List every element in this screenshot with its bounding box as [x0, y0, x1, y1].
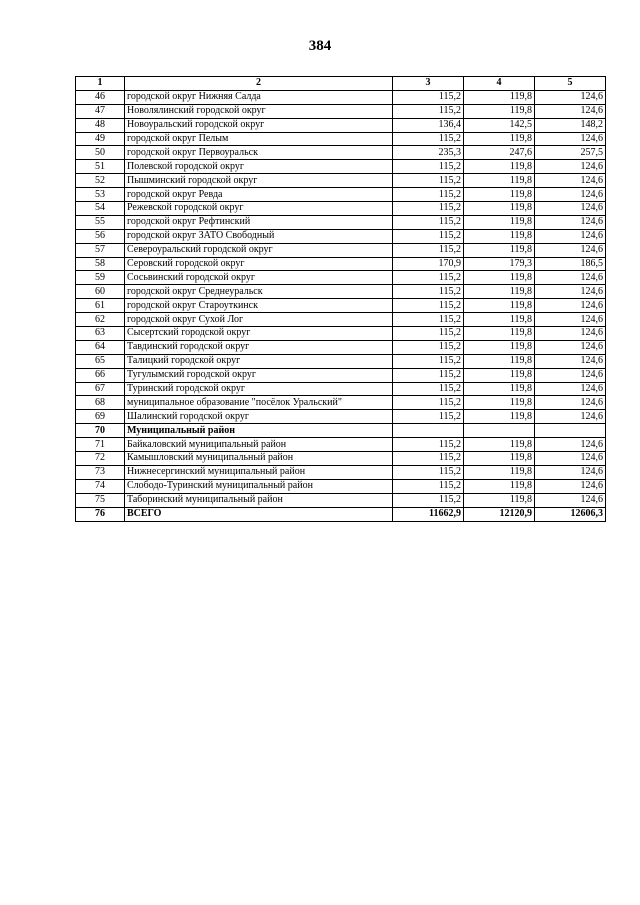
- value-col-3-cell: 115,2: [393, 243, 464, 257]
- value-col-5-cell: 124,6: [535, 188, 606, 202]
- value-col-4-cell: 247,6: [464, 146, 535, 160]
- value-col-5-cell: 124,6: [535, 479, 606, 493]
- value-col-3-cell: 170,9: [393, 257, 464, 271]
- row-number-cell: 50: [76, 146, 125, 160]
- value-col-4-cell: 12120,9: [464, 507, 535, 521]
- municipality-name-cell: городской округ ЗАТО Свободный: [125, 229, 393, 243]
- value-col-3-cell: 115,2: [393, 174, 464, 188]
- municipality-name-cell: Североуральский городской округ: [125, 243, 393, 257]
- row-number-cell: 57: [76, 243, 125, 257]
- table-row: [76, 479, 606, 493]
- value-col-5-cell: 124,6: [535, 452, 606, 466]
- table-row: [76, 90, 606, 104]
- header-col-3: 3: [393, 77, 464, 91]
- municipality-name-cell: Серовский городской округ: [125, 257, 393, 271]
- value-col-3-cell: 115,2: [393, 313, 464, 327]
- value-col-4-cell: 119,8: [464, 354, 535, 368]
- table-row: [76, 354, 606, 368]
- municipality-name-cell: городской округ Нижняя Салда: [125, 90, 393, 104]
- value-col-5-cell: 124,6: [535, 340, 606, 354]
- value-col-5-cell: 124,6: [535, 396, 606, 410]
- table-row: [76, 174, 606, 188]
- row-number-cell: 62: [76, 313, 125, 327]
- value-col-3-cell: 115,2: [393, 299, 464, 313]
- row-number-cell: 68: [76, 396, 125, 410]
- value-col-3-cell: 115,2: [393, 479, 464, 493]
- value-col-4-cell: 119,8: [464, 202, 535, 216]
- table-row: [76, 215, 606, 229]
- value-col-3-cell: 136,4: [393, 118, 464, 132]
- municipality-name-cell: Новолялинский городской округ: [125, 104, 393, 118]
- value-col-4-cell: 119,8: [464, 465, 535, 479]
- value-col-4-cell: 119,8: [464, 90, 535, 104]
- municipality-name-cell: городской округ Первоуральск: [125, 146, 393, 160]
- value-col-5-cell: 12606,3: [535, 507, 606, 521]
- value-col-5-cell: 124,6: [535, 215, 606, 229]
- table-row: [76, 160, 606, 174]
- value-col-5-cell: 124,6: [535, 382, 606, 396]
- header-col-4: 4: [464, 77, 535, 91]
- value-col-4-cell: 119,8: [464, 104, 535, 118]
- row-number-cell: 70: [76, 424, 125, 438]
- value-col-5-cell: 124,6: [535, 90, 606, 104]
- table-row: [76, 243, 606, 257]
- value-col-3-cell: 115,2: [393, 452, 464, 466]
- value-col-4-cell: 119,8: [464, 452, 535, 466]
- value-col-5-cell: 124,6: [535, 160, 606, 174]
- municipality-name-cell: Полевской городской округ: [125, 160, 393, 174]
- table-body: [76, 90, 606, 521]
- table-row: [76, 368, 606, 382]
- table-row: [76, 465, 606, 479]
- value-col-4-cell: 119,8: [464, 340, 535, 354]
- value-col-3-cell: [393, 424, 464, 438]
- value-col-5-cell: 124,6: [535, 202, 606, 216]
- value-col-3-cell: 115,2: [393, 465, 464, 479]
- value-col-5-cell: 124,6: [535, 438, 606, 452]
- row-number-cell: 56: [76, 229, 125, 243]
- table-row: [76, 452, 606, 466]
- value-col-5-cell: 257,5: [535, 146, 606, 160]
- table-row: [76, 493, 606, 507]
- table-row: [76, 382, 606, 396]
- value-col-3-cell: 115,2: [393, 368, 464, 382]
- value-col-3-cell: 115,2: [393, 410, 464, 424]
- value-col-4-cell: [464, 424, 535, 438]
- value-col-3-cell: 115,2: [393, 132, 464, 146]
- municipality-name-cell: Сосьвинский городской округ: [125, 271, 393, 285]
- header-col-5: 5: [535, 77, 606, 91]
- municipality-name-cell: Режевской городской округ: [125, 202, 393, 216]
- value-col-5-cell: 124,6: [535, 132, 606, 146]
- value-col-3-cell: 115,2: [393, 188, 464, 202]
- value-col-5-cell: 124,6: [535, 229, 606, 243]
- row-number-cell: 59: [76, 271, 125, 285]
- table-row: [76, 340, 606, 354]
- municipality-name-cell: Тавдинский городской округ: [125, 340, 393, 354]
- value-col-4-cell: 119,8: [464, 229, 535, 243]
- row-number-cell: 69: [76, 410, 125, 424]
- table-row: [76, 396, 606, 410]
- table-row: [76, 104, 606, 118]
- value-col-3-cell: 115,2: [393, 202, 464, 216]
- value-col-3-cell: 115,2: [393, 354, 464, 368]
- value-col-3-cell: 115,2: [393, 104, 464, 118]
- row-number-cell: 76: [76, 507, 125, 521]
- value-col-5-cell: 124,6: [535, 243, 606, 257]
- table-row: [76, 299, 606, 313]
- data-table: [75, 76, 606, 522]
- value-col-4-cell: 119,8: [464, 368, 535, 382]
- municipality-name-cell: Нижнесергинский муниципальный район: [125, 465, 393, 479]
- value-col-3-cell: 115,2: [393, 271, 464, 285]
- row-number-cell: 63: [76, 327, 125, 341]
- municipality-name-cell: Пышминский городской округ: [125, 174, 393, 188]
- table-row: [76, 229, 606, 243]
- value-col-5-cell: 124,6: [535, 493, 606, 507]
- municipality-name-cell: Байкаловский муниципальный район: [125, 438, 393, 452]
- row-number-cell: 65: [76, 354, 125, 368]
- municipality-name-cell: городской округ Пелым: [125, 132, 393, 146]
- value-col-5-cell: 124,6: [535, 299, 606, 313]
- value-col-3-cell: 11662,9: [393, 507, 464, 521]
- value-col-4-cell: 119,8: [464, 438, 535, 452]
- value-col-4-cell: 119,8: [464, 243, 535, 257]
- value-col-4-cell: 119,8: [464, 188, 535, 202]
- value-col-3-cell: 115,2: [393, 285, 464, 299]
- municipality-name-cell: Сысертский городской округ: [125, 327, 393, 341]
- value-col-3-cell: 115,2: [393, 229, 464, 243]
- header-col-1: 1: [76, 77, 125, 91]
- row-number-cell: 54: [76, 202, 125, 216]
- municipality-name-cell: муниципальное образование "посёлок Уральский": [125, 396, 393, 410]
- value-col-5-cell: 124,6: [535, 327, 606, 341]
- row-number-cell: 49: [76, 132, 125, 146]
- municipality-name-cell: Тугулымский городской округ: [125, 368, 393, 382]
- value-col-4-cell: 119,8: [464, 132, 535, 146]
- value-col-3-cell: 115,2: [393, 90, 464, 104]
- value-col-5-cell: 124,6: [535, 410, 606, 424]
- table-row: [76, 438, 606, 452]
- row-number-cell: 66: [76, 368, 125, 382]
- value-col-5-cell: 124,6: [535, 368, 606, 382]
- row-number-cell: 46: [76, 90, 125, 104]
- value-col-4-cell: 119,8: [464, 160, 535, 174]
- table-row: [76, 424, 606, 438]
- row-number-cell: 60: [76, 285, 125, 299]
- value-col-5-cell: 124,6: [535, 465, 606, 479]
- value-col-3-cell: 115,2: [393, 327, 464, 341]
- value-col-5-cell: 186,5: [535, 257, 606, 271]
- row-number-cell: 52: [76, 174, 125, 188]
- value-col-4-cell: 119,8: [464, 285, 535, 299]
- value-col-4-cell: 119,8: [464, 299, 535, 313]
- value-col-4-cell: 119,8: [464, 396, 535, 410]
- row-number-cell: 67: [76, 382, 125, 396]
- value-col-4-cell: 119,8: [464, 382, 535, 396]
- municipality-name-cell: городской округ Среднеуральск: [125, 285, 393, 299]
- table-row: [76, 146, 606, 160]
- value-col-4-cell: 119,8: [464, 479, 535, 493]
- value-col-3-cell: 115,2: [393, 382, 464, 396]
- municipality-name-cell: городской округ Ревда: [125, 188, 393, 202]
- row-number-cell: 64: [76, 340, 125, 354]
- value-col-5-cell: 124,6: [535, 174, 606, 188]
- value-col-4-cell: 119,8: [464, 215, 535, 229]
- value-col-3-cell: 235,3: [393, 146, 464, 160]
- municipality-name-cell: городской округ Староуткинск: [125, 299, 393, 313]
- table-row: [76, 507, 606, 521]
- value-col-5-cell: 124,6: [535, 285, 606, 299]
- value-col-4-cell: 119,8: [464, 410, 535, 424]
- value-col-5-cell: 124,6: [535, 104, 606, 118]
- municipality-name-cell: Камышловский муниципальный район: [125, 452, 393, 466]
- municipality-name-cell: Туринский городской округ: [125, 382, 393, 396]
- table-row: [76, 327, 606, 341]
- row-number-cell: 51: [76, 160, 125, 174]
- municipality-name-cell: ВСЕГО: [125, 507, 393, 521]
- municipality-name-cell: Талицкий городской округ: [125, 354, 393, 368]
- table-row: [76, 188, 606, 202]
- row-number-cell: 73: [76, 465, 125, 479]
- row-number-cell: 75: [76, 493, 125, 507]
- value-col-3-cell: 115,2: [393, 340, 464, 354]
- value-col-4-cell: 179,3: [464, 257, 535, 271]
- value-col-5-cell: [535, 424, 606, 438]
- value-col-5-cell: 124,6: [535, 313, 606, 327]
- table-header-row: [76, 77, 606, 91]
- table-row: [76, 202, 606, 216]
- value-col-4-cell: 119,8: [464, 313, 535, 327]
- municipality-name-cell: Таборинский муниципальный район: [125, 493, 393, 507]
- municipality-name-cell: Муниципальный район: [125, 424, 393, 438]
- value-col-5-cell: 124,6: [535, 354, 606, 368]
- row-number-cell: 55: [76, 215, 125, 229]
- row-number-cell: 72: [76, 452, 125, 466]
- value-col-5-cell: 124,6: [535, 271, 606, 285]
- table-row: [76, 257, 606, 271]
- header-col-2: 2: [125, 77, 393, 91]
- value-col-3-cell: 115,2: [393, 493, 464, 507]
- table-row: [76, 271, 606, 285]
- table-row: [76, 132, 606, 146]
- value-col-4-cell: 142,5: [464, 118, 535, 132]
- municipality-name-cell: городской округ Сухой Лог: [125, 313, 393, 327]
- table-row: [76, 313, 606, 327]
- table-row: [76, 285, 606, 299]
- row-number-cell: 53: [76, 188, 125, 202]
- row-number-cell: 71: [76, 438, 125, 452]
- table-row: [76, 410, 606, 424]
- value-col-3-cell: 115,2: [393, 160, 464, 174]
- value-col-3-cell: 115,2: [393, 396, 464, 410]
- municipality-name-cell: Слободо-Туринский муниципальный район: [125, 479, 393, 493]
- value-col-3-cell: 115,2: [393, 438, 464, 452]
- municipality-name-cell: Новоуральский городской округ: [125, 118, 393, 132]
- value-col-4-cell: 119,8: [464, 174, 535, 188]
- value-col-4-cell: 119,8: [464, 271, 535, 285]
- value-col-4-cell: 119,8: [464, 493, 535, 507]
- row-number-cell: 58: [76, 257, 125, 271]
- row-number-cell: 61: [76, 299, 125, 313]
- table-row: [76, 118, 606, 132]
- row-number-cell: 74: [76, 479, 125, 493]
- page-number: 384: [308, 38, 332, 54]
- row-number-cell: 47: [76, 104, 125, 118]
- value-col-3-cell: 115,2: [393, 215, 464, 229]
- municipality-name-cell: городской округ Рефтинский: [125, 215, 393, 229]
- row-number-cell: 48: [76, 118, 125, 132]
- municipality-name-cell: Шалинский городской округ: [125, 410, 393, 424]
- value-col-4-cell: 119,8: [464, 327, 535, 341]
- value-col-5-cell: 148,2: [535, 118, 606, 132]
